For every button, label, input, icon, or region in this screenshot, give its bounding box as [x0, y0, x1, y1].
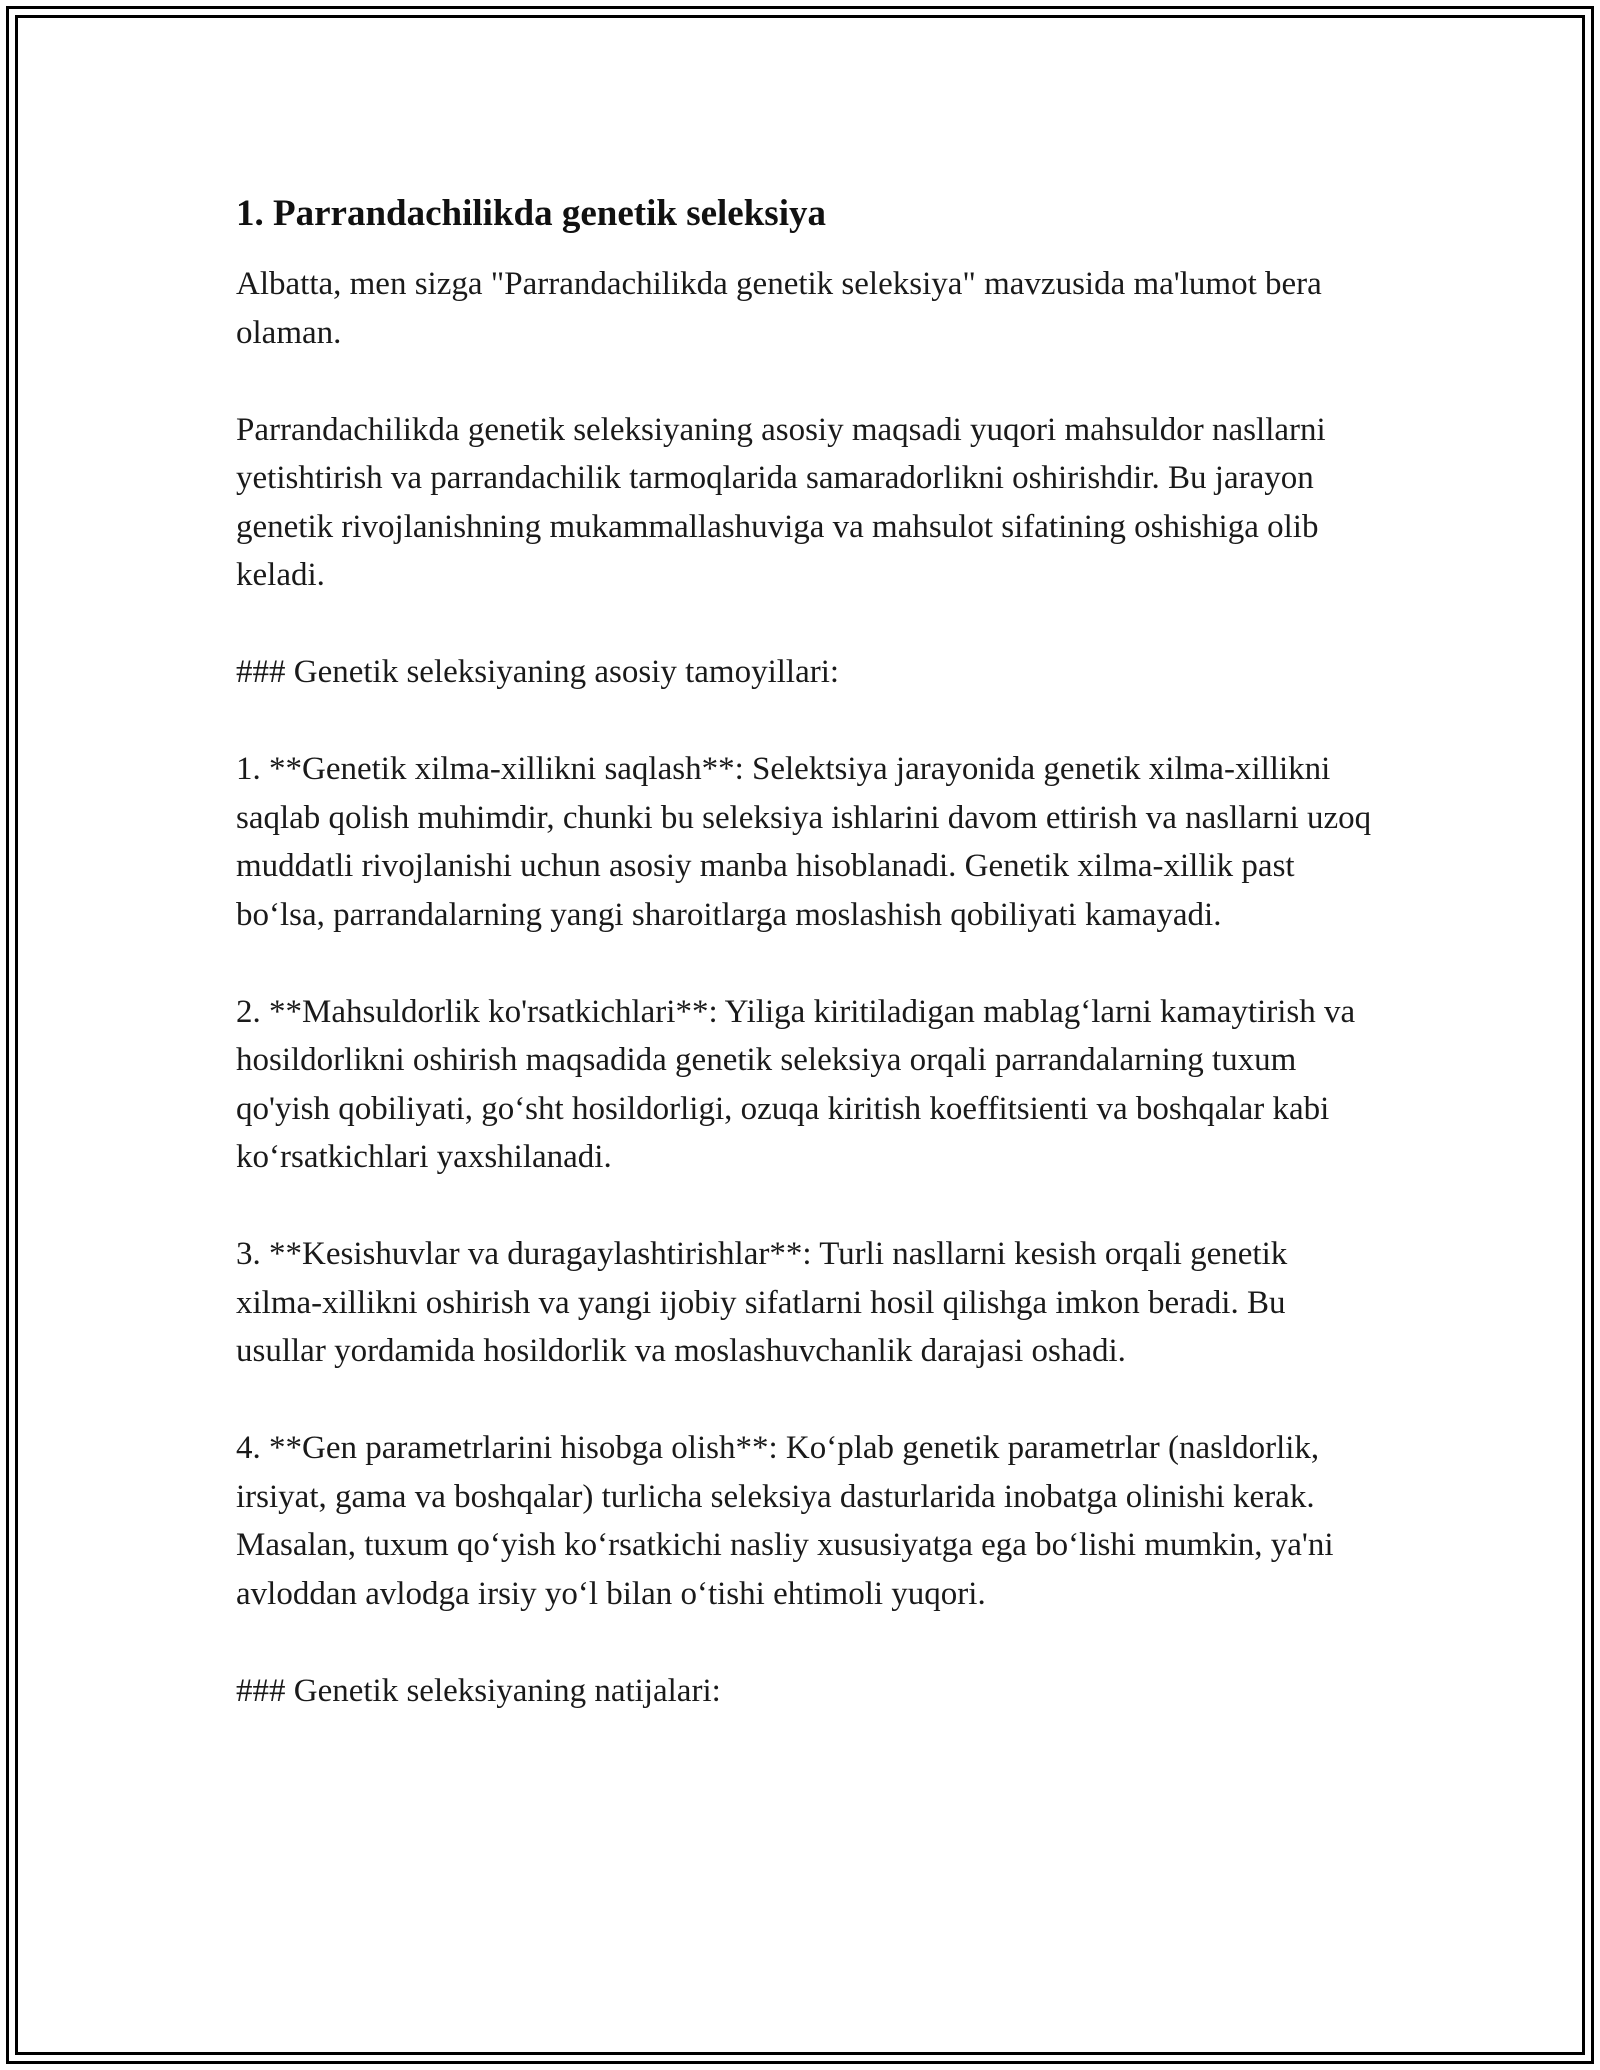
- purpose-paragraph: Parrandachilikda genetik seleksiyaning asosiy maqsadi yuqori mahsuldor nasllarni yetishtirish va parrandachilik tarmoqlarida samaradorlikni oshirishdir. Bu jarayon genetik rivojlanishning mukammallashuviga va mahsulot sifatining oshishiga olib keladi.: [236, 411, 1326, 593]
- document-body: [236, 190, 1376, 1764]
- principle-item-1: 1. **Genetik xilma-xillikni saqlash**: Selektsiya jarayonida genetik xilma-xillikni saqlab qolish muhimdir, chunki bu seleksiya ishlarini davom ettirish va nasllarni uzoq muddatli rivojlanishi uchun asosiy manba hisoblanadi. Genetik xilma-xillik past bo‘lsa, parrandalarning yangi sharoitlarga moslashish qobiliyati kamayadi.: [236, 751, 1372, 933]
- intro-paragraph: Albatta, men sizga "Parrandachilikda genetik seleksiya" mavzusida ma'lumot bera olaman.: [236, 266, 1322, 351]
- results-heading: ### Genetik seleksiyaning natijalari:: [236, 1672, 721, 1709]
- principles-heading: ### Genetik seleksiyaning asosiy tamoyillari:: [236, 654, 840, 690]
- principle-item-4: 4. **Gen parametrlarini hisobga olish**: Ko‘plab genetik parametrlar (nasldorlik, irsiyat, gama va boshqalar) turlicha seleksiya dasturlarida inobatga olinishi kerak. Masalan, tuxum qo‘yish ko‘rsatkichi nasliy xususiyatga ega bo‘lishi mumkin, ya'ni avloddan avlodga irsiy yo‘l bilan o‘tishi ehtimoli yuqori.: [236, 1430, 1334, 1612]
- principle-item-3: 3. **Kesishuvlar va duragaylashtirishlar**: Turli nasllarni kesish orqali genetik xilma-xillikni oshirish va yangi ijobiy sifatlarni hosil qilishga imkon beradi. Bu usullar yordamida hosildorlik va moslashuvchanlik darajasi oshadi.: [236, 1236, 1288, 1369]
- document-title: 1. Parrandachilikda genetik seleksiya: [236, 193, 826, 234]
- principle-item-2: 2. **Mahsuldorlik ko'rsatkichlari**: Yiliga kiritiladigan mablag‘larni kamaytirish va hosildorlikni oshirish maqsadida genetik seleksiya orqali parrandalarning tuxum qo'yish qobiliyati, go‘sht hosildorligi, ozuqa kiritish koeffitsienti va boshqalar kabi ko‘rsatkichlari yaxshilanadi.: [236, 993, 1356, 1175]
